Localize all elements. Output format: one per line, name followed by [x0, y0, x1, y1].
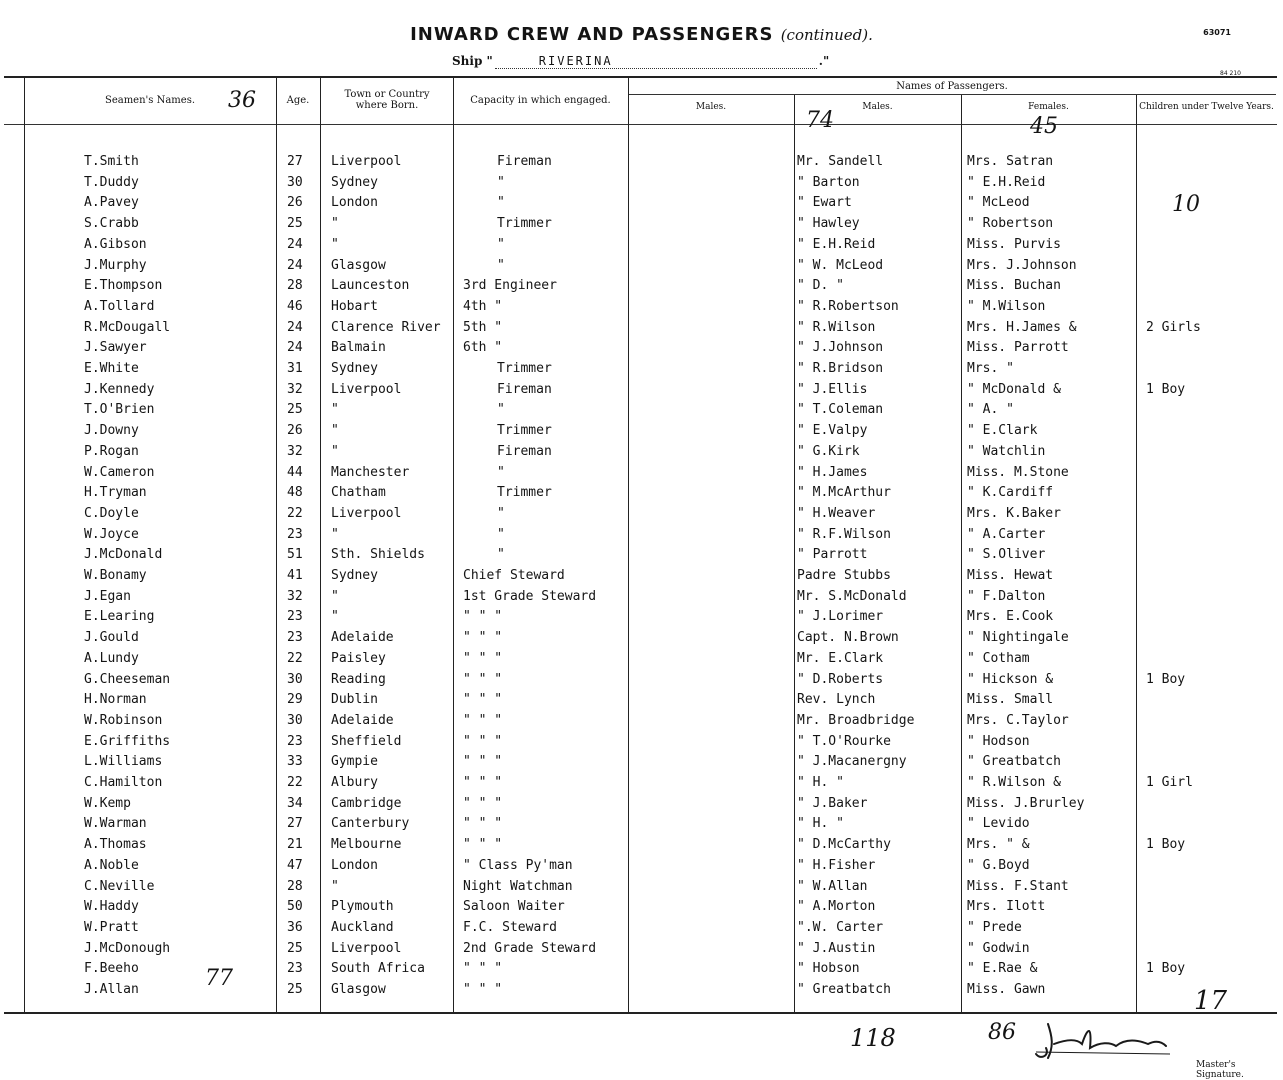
passenger-female: Mrs. H.James & — [967, 319, 1077, 335]
seaman-capacity: 5th " — [463, 319, 503, 335]
handwritten-children-count: 10 — [1172, 192, 1200, 217]
seaman-capacity: " " " — [463, 795, 503, 811]
passenger-female: Miss. Small — [967, 692, 1054, 708]
seaman-age: 33 — [287, 754, 303, 770]
passenger-female: " G.Boyd — [967, 857, 1030, 873]
column-header-town: Town or Country where Born. — [344, 89, 430, 111]
seaman-name: J.Sawyer — [84, 340, 147, 356]
seaman-capacity: Trimmer — [497, 216, 552, 232]
passenger-male: " J.Macanergny — [797, 754, 907, 770]
passenger-female: " Hodson — [967, 733, 1030, 749]
header-bottom-border — [4, 124, 1277, 125]
seaman-capacity: " " " — [463, 816, 503, 832]
passenger-male: " Ewart — [797, 195, 852, 211]
passenger-male: Mr. S.McDonald — [797, 588, 907, 604]
column-divider — [453, 78, 454, 1012]
seaman-name: F.Beeho — [84, 961, 139, 977]
column-header-seamen: Seamen's Names. — [104, 95, 196, 106]
seaman-capacity: 4th " — [463, 298, 503, 314]
seaman-age: 23 — [287, 630, 303, 646]
passenger-female: " Godwin — [967, 940, 1030, 956]
passenger-female: " Cotham — [967, 650, 1030, 666]
passenger-children: 1 Boy — [1146, 837, 1186, 853]
seaman-name: J.Gould — [84, 630, 139, 646]
seaman-name: E.White — [84, 361, 139, 376]
passenger-male: " H. " — [797, 775, 844, 790]
seaman-age: 28 — [287, 278, 303, 294]
passenger-male: " R.F.Wilson — [797, 526, 891, 542]
seaman-age: 36 — [287, 919, 303, 935]
passenger-children: 1 Boy — [1146, 961, 1186, 977]
handwritten-final-count: 86 — [988, 1020, 1016, 1045]
passenger-male: " J.Ellis — [797, 381, 868, 397]
passenger-female: " A. " — [967, 402, 1014, 418]
seaman-name: H.Tryman — [84, 485, 147, 501]
seaman-name: J.Egan — [84, 588, 131, 604]
seaman-age: 25 — [287, 982, 303, 997]
column-header-females: Females. — [1028, 102, 1069, 112]
seaman-name: J.McDonald — [84, 547, 163, 563]
passenger-male: " H.Fisher — [797, 857, 876, 873]
passenger-male: Mr. Broadbridge — [797, 712, 915, 728]
seaman-age: 27 — [287, 816, 303, 832]
passenger-male: " J.Baker — [797, 795, 868, 811]
seaman-capacity: " — [497, 547, 505, 563]
seaman-capacity: " — [497, 402, 505, 418]
seaman-age: 24 — [287, 319, 303, 335]
seaman-birthplace: " — [331, 609, 339, 625]
seaman-capacity: 6th " — [463, 340, 503, 356]
seaman-birthplace: Cambridge — [331, 795, 402, 811]
seaman-age: 47 — [287, 857, 303, 873]
seaman-age: 32 — [287, 443, 303, 459]
passenger-female: " A.Carter — [967, 526, 1046, 542]
seaman-capacity: Night Watchman — [463, 878, 573, 894]
seaman-capacity: " " " — [463, 982, 503, 997]
seaman-capacity: Fireman — [497, 443, 552, 459]
seaman-birthplace: " — [331, 423, 339, 439]
passenger-male: " H.James — [797, 464, 868, 480]
passenger-female: Miss. J.Brurley — [967, 795, 1085, 811]
seaman-capacity: " — [497, 174, 505, 190]
seaman-name: T.Duddy — [84, 174, 139, 190]
column-divider — [794, 95, 795, 1012]
seaman-name: A.Noble — [84, 857, 139, 873]
seaman-birthplace: " — [331, 216, 339, 232]
passenger-female: " M.Wilson — [967, 298, 1046, 314]
passenger-male: " G.Kirk — [797, 443, 860, 459]
ship-name: RIVERINA — [495, 54, 817, 69]
seaman-age: 23 — [287, 609, 303, 625]
column-header-age: Age. — [286, 95, 310, 106]
passenger-female: Mrs. K.Baker — [967, 505, 1061, 521]
seaman-age: 32 — [287, 381, 303, 397]
passenger-female: " E.H.Reid — [967, 174, 1046, 190]
seaman-birthplace: Adelaide — [331, 712, 394, 728]
passenger-male: Rev. Lynch — [797, 692, 876, 708]
seaman-name: E.Learing — [84, 609, 155, 625]
seaman-age: 50 — [287, 899, 303, 915]
seaman-name: T.O'Brien — [84, 402, 155, 418]
column-header-children: Children under Twelve Years. — [1139, 102, 1274, 112]
seaman-age: 25 — [287, 402, 303, 418]
passenger-female: Miss. Parrott — [967, 340, 1069, 356]
seaman-age: 44 — [287, 464, 303, 480]
passenger-female: Miss. Gawn — [967, 982, 1046, 997]
column-divider — [961, 95, 962, 1012]
seaman-name: W.Cameron — [84, 464, 155, 480]
seaman-age: 31 — [287, 361, 303, 376]
seaman-birthplace: " — [331, 526, 339, 542]
seaman-birthplace: Melbourne — [331, 837, 402, 853]
passenger-female: " McLeod — [967, 195, 1030, 211]
seaman-name: A.Lundy — [84, 650, 139, 666]
passenger-male: " W.Allan — [797, 878, 868, 894]
seaman-birthplace: Manchester — [331, 464, 410, 480]
seaman-age: 32 — [287, 588, 303, 604]
master-signature-label: Master's Signature. — [1196, 1060, 1244, 1080]
seaman-birthplace: Hobart — [331, 298, 378, 314]
passenger-female: " S.Oliver — [967, 547, 1046, 563]
seaman-birthplace: Chatham — [331, 485, 386, 501]
passenger-female: Miss. F.Stant — [967, 878, 1069, 894]
seaman-capacity: " — [497, 257, 505, 273]
seaman-capacity: 3rd Engineer — [463, 278, 557, 294]
passenger-male: " D.McCarthy — [797, 837, 891, 853]
seaman-age: 51 — [287, 547, 303, 563]
seaman-birthplace: Albury — [331, 775, 378, 790]
form-code: 84 210 — [1220, 70, 1241, 77]
seaman-name: W.Pratt — [84, 919, 139, 935]
seaman-age: 29 — [287, 692, 303, 708]
passenger-female: Miss. Buchan — [967, 278, 1061, 294]
passenger-male: " Hawley — [797, 216, 860, 232]
seaman-name: E.Griffiths — [84, 733, 171, 749]
passenger-male: Mr. Sandell — [797, 154, 884, 169]
seaman-capacity: Chief Steward — [463, 568, 565, 583]
seaman-birthplace: Auckland — [331, 919, 394, 935]
passenger-male: " J.Austin — [797, 940, 876, 956]
seaman-birthplace: Plymouth — [331, 899, 394, 915]
seaman-name: A.Tollard — [84, 298, 155, 314]
seaman-birthplace: Adelaide — [331, 630, 394, 646]
seaman-birthplace: " — [331, 236, 339, 252]
passenger-female: " Prede — [967, 919, 1022, 935]
passenger-male: Mr. E.Clark — [797, 650, 884, 666]
seaman-name: C.Neville — [84, 878, 155, 894]
seaman-capacity: Trimmer — [497, 485, 552, 501]
seaman-name: J.Kennedy — [84, 381, 155, 397]
passenger-female: Miss. M.Stone — [967, 464, 1069, 480]
seaman-birthplace: Liverpool — [331, 505, 402, 521]
seaman-birthplace: " — [331, 443, 339, 459]
passenger-male: " D. " — [797, 278, 844, 294]
passenger-female: " Levido — [967, 816, 1030, 832]
passenger-male: " W. McLeod — [797, 257, 884, 273]
seaman-age: 30 — [287, 174, 303, 190]
seaman-birthplace: Launceston — [331, 278, 410, 294]
seaman-birthplace: London — [331, 857, 378, 873]
seaman-birthplace: Sheffield — [331, 733, 402, 749]
passenger-children: 1 Girl — [1146, 775, 1193, 790]
seaman-capacity: " " " — [463, 692, 503, 708]
seaman-name: C.Doyle — [84, 505, 139, 521]
passenger-male: " M.McArthur — [797, 485, 891, 501]
seaman-birthplace: Sydney — [331, 568, 378, 583]
column-divider — [320, 78, 321, 1012]
column-divider — [276, 78, 277, 1012]
seaman-age: 22 — [287, 775, 303, 790]
column-divider — [24, 78, 25, 1012]
seaman-age: 41 — [287, 568, 303, 583]
passenger-female: " Hickson & — [967, 671, 1054, 687]
seaman-name: G.Cheeseman — [84, 671, 171, 687]
seaman-name: A.Gibson — [84, 236, 147, 252]
seaman-birthplace: London — [331, 195, 378, 211]
seaman-birthplace: Liverpool — [331, 154, 402, 169]
seaman-age: 30 — [287, 671, 303, 687]
passenger-female: " R.Wilson & — [967, 775, 1061, 790]
passenger-female: " E.Clark — [967, 423, 1038, 439]
column-header-males: Males. — [695, 102, 727, 112]
seaman-name: J.McDonough — [84, 940, 171, 956]
seaman-age: 25 — [287, 216, 303, 232]
seaman-name: W.Bonamy — [84, 568, 147, 583]
page-title: INWARD CREW AND PASSENGERS (continued). — [410, 24, 873, 45]
passenger-female: Mrs. J.Johnson — [967, 257, 1077, 273]
passenger-children: 1 Boy — [1146, 671, 1186, 687]
column-header-capacity: Capacity in which engaged. — [470, 95, 611, 106]
seaman-age: 27 — [287, 154, 303, 169]
passenger-male: " Hobson — [797, 961, 860, 977]
seaman-capacity: 1st Grade Steward — [463, 588, 597, 604]
passenger-male: " Barton — [797, 174, 860, 190]
table-bottom-border — [4, 1012, 1277, 1014]
seaman-name: J.Allan — [84, 982, 139, 997]
passenger-female: Mrs. E.Cook — [967, 609, 1054, 625]
seaman-name: T.Smith — [84, 154, 139, 169]
handwritten-seamen-count: 36 — [228, 88, 256, 113]
passenger-male: " A.Morton — [797, 899, 876, 915]
passenger-male: " E.Valpy — [797, 423, 868, 439]
seaman-capacity: F.C. Steward — [463, 919, 557, 935]
seaman-birthplace: Dublin — [331, 692, 378, 708]
seaman-capacity: " " " — [463, 837, 503, 853]
seaman-name: W.Robinson — [84, 712, 163, 728]
passenger-female: Mrs. C.Taylor — [967, 712, 1069, 728]
seaman-capacity: " — [497, 236, 505, 252]
seaman-age: 23 — [287, 961, 303, 977]
seaman-capacity: " " " — [463, 609, 503, 625]
seaman-birthplace: Sth. Shields — [331, 547, 425, 563]
seaman-birthplace: Canterbury — [331, 816, 410, 832]
ship-line: Ship " RIVERINA ." — [452, 54, 830, 68]
seaman-age: 30 — [287, 712, 303, 728]
seaman-name: J.Murphy — [84, 257, 147, 273]
seaman-birthplace: Gympie — [331, 754, 378, 770]
seaman-age: 34 — [287, 795, 303, 811]
seaman-birthplace: " — [331, 588, 339, 604]
column-divider — [628, 78, 629, 1012]
seaman-name: A.Pavey — [84, 195, 139, 211]
seaman-birthplace: " — [331, 878, 339, 894]
handwritten-total: 118 — [850, 1024, 896, 1052]
seaman-age: 22 — [287, 505, 303, 521]
passenger-female: Mrs. " — [967, 361, 1014, 376]
seaman-age: 26 — [287, 195, 303, 211]
passenger-male: " H. " — [797, 816, 844, 832]
passenger-female: " F.Dalton — [967, 588, 1046, 604]
handwritten-males-count: 74 — [806, 108, 834, 133]
column-divider — [1136, 95, 1137, 1012]
passenger-female: " E.Rae & — [967, 961, 1038, 977]
seaman-name: W.Haddy — [84, 899, 139, 915]
passenger-male: " R.Wilson — [797, 319, 876, 335]
seaman-capacity: " — [497, 505, 505, 521]
table-top-border — [4, 76, 1277, 78]
seaman-name: P.Rogan — [84, 443, 139, 459]
passenger-male: " R.Robertson — [797, 298, 899, 314]
seaman-name: H.Norman — [84, 692, 147, 708]
passenger-male: " T.Coleman — [797, 402, 884, 418]
column-header-passengers: Names of Passengers. — [896, 81, 1008, 92]
handwritten-children-total: 17 — [1194, 986, 1228, 1016]
seaman-capacity: " " " — [463, 671, 503, 687]
passenger-group-divider — [628, 94, 1276, 95]
seaman-birthplace: Glasgow — [331, 982, 386, 997]
seaman-capacity: Trimmer — [497, 423, 552, 439]
seaman-birthplace: " — [331, 402, 339, 418]
passenger-female: Miss. Hewat — [967, 568, 1054, 583]
seaman-age: 24 — [287, 257, 303, 273]
seaman-age: 46 — [287, 298, 303, 314]
seaman-name: L.Williams — [84, 754, 163, 770]
seaman-age: 23 — [287, 526, 303, 542]
seaman-name: A.Thomas — [84, 837, 147, 853]
seaman-name: C.Hamilton — [84, 775, 163, 790]
passenger-female: " K.Cardiff — [967, 485, 1054, 501]
seaman-age: 25 — [287, 940, 303, 956]
passenger-female: Mrs. " & — [967, 837, 1030, 853]
seaman-age: 21 — [287, 837, 303, 853]
seaman-capacity: " — [497, 526, 505, 542]
passenger-female: " Robertson — [967, 216, 1054, 232]
seaman-capacity: Trimmer — [497, 361, 552, 376]
passenger-female: Mrs. Ilott — [967, 899, 1046, 915]
seaman-capacity: " " " — [463, 754, 503, 770]
seaman-name: W.Warman — [84, 816, 147, 832]
seaman-capacity: " " " — [463, 775, 503, 790]
passenger-male: " E.H.Reid — [797, 236, 876, 252]
seaman-birthplace: Sydney — [331, 174, 378, 190]
passenger-male: " T.O'Rourke — [797, 733, 891, 749]
passenger-male: " H.Weaver — [797, 505, 876, 521]
seaman-birthplace: Liverpool — [331, 940, 402, 956]
handwritten-females-count: 45 — [1030, 114, 1058, 139]
master-signature — [1030, 1018, 1180, 1062]
seaman-capacity: Fireman — [497, 381, 552, 397]
passenger-female: " Watchlin — [967, 443, 1046, 459]
seaman-age: 24 — [287, 340, 303, 356]
passenger-female: Mrs. Satran — [967, 154, 1054, 169]
seaman-name: S.Crabb — [84, 216, 139, 232]
seaman-capacity: " — [497, 464, 505, 480]
seaman-capacity: " " " — [463, 733, 503, 749]
seaman-birthplace: Balmain — [331, 340, 386, 356]
passenger-male: Capt. N.Brown — [797, 630, 899, 646]
seaman-capacity: " " " — [463, 650, 503, 666]
seaman-capacity: Saloon Waiter — [463, 899, 565, 915]
seaman-birthplace: Glasgow — [331, 257, 386, 273]
seaman-age: 26 — [287, 423, 303, 439]
seaman-name: J.Downy — [84, 423, 139, 439]
passenger-children: 2 Girls — [1146, 319, 1201, 335]
seaman-age: 22 — [287, 650, 303, 666]
column-header-males-2: Males. — [862, 102, 893, 112]
passenger-male: ".W. Carter — [797, 919, 884, 935]
passenger-male: " Parrott — [797, 547, 868, 563]
seaman-capacity: Fireman — [497, 154, 552, 169]
seaman-age: 23 — [287, 733, 303, 749]
seaman-birthplace: Reading — [331, 671, 386, 687]
seaman-birthplace: Sydney — [331, 361, 378, 376]
seaman-capacity: " " " — [463, 961, 503, 977]
seaman-name: W.Kemp — [84, 795, 131, 811]
seaman-capacity: " Class Py'man — [463, 857, 573, 873]
seaman-age: 48 — [287, 485, 303, 501]
passenger-female: Miss. Purvis — [967, 236, 1061, 252]
seaman-age: 28 — [287, 878, 303, 894]
handwritten-seamen-tally: 77 — [205, 966, 233, 991]
seaman-name: E.Thompson — [84, 278, 163, 294]
passenger-male: " Greatbatch — [797, 982, 891, 997]
seaman-birthplace: South Africa — [331, 961, 425, 977]
seaman-birthplace: Liverpool — [331, 381, 402, 397]
passenger-children: 1 Boy — [1146, 381, 1186, 397]
form-number: 63071 — [1203, 28, 1231, 37]
passenger-male: " R.Bridson — [797, 361, 884, 376]
passenger-male: " J.Johnson — [797, 340, 884, 356]
seaman-birthplace: Clarence River — [331, 319, 441, 335]
seaman-capacity: 2nd Grade Steward — [463, 940, 597, 956]
passenger-female: " Nightingale — [967, 630, 1069, 646]
seaman-capacity: " " " — [463, 712, 503, 728]
seaman-age: 24 — [287, 236, 303, 252]
seaman-name: R.McDougall — [84, 319, 171, 335]
passenger-male: " J.Lorimer — [797, 609, 884, 625]
seaman-birthplace: Paisley — [331, 650, 386, 666]
passenger-male: Padre Stubbs — [797, 568, 891, 583]
seaman-capacity: " " " — [463, 630, 503, 646]
seaman-capacity: " — [497, 195, 505, 211]
passenger-male: " D.Roberts — [797, 671, 884, 687]
passenger-female: " Greatbatch — [967, 754, 1061, 770]
seaman-name: W.Joyce — [84, 526, 139, 542]
passenger-female: " McDonald & — [967, 381, 1061, 397]
